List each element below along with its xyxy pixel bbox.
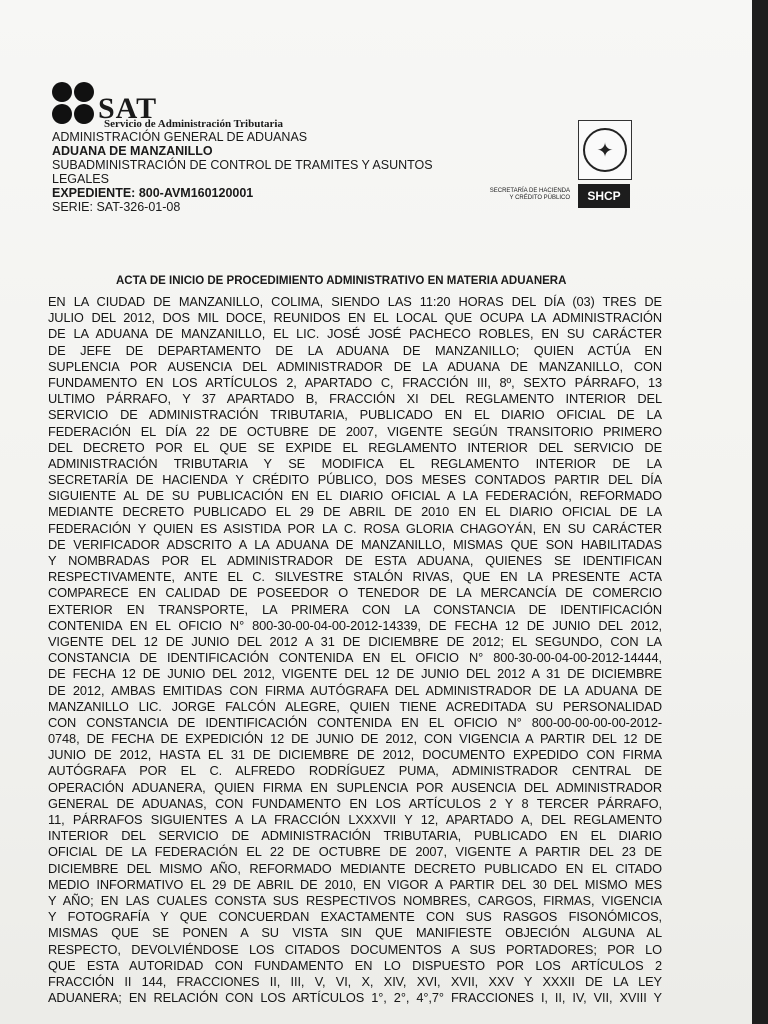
shcp-emblem	[470, 120, 640, 210]
body-line: ADMINISTRACIÓN TRIBUTARIA Y SE MODIFICA EL REGLAMENTO INTERIOR DE LA	[48, 455, 662, 471]
body-line: MEDIO INFORMATIVO EL 29 DE ABRIL DE 2010, EN VIGOR A PARTIR DEL 30 DEL MISMO MES	[48, 876, 662, 892]
body-line: MANZANILLO LIC. JORGE FALCÓN ALEGRE, QUIEN TIENE ACREDITADA SU PERSONALIDAD	[48, 698, 662, 714]
body-line: OPERACIÓN ADUANERA, QUIEN FIRMA EN SUPLENCIA POR AUSENCIA DEL ADMINISTRADOR	[48, 779, 662, 795]
body-line: FUNDAMENTO EN LOS ARTÍCULOS 2, APARTADO C, FRACCIÓN III, 8º, SEXTO PÁRRAFO, 13	[48, 374, 662, 390]
body-line: FRACCIÓN II 144, FRACCIONES II, III, V, VI, X, XIV, XVI, XVII, XXV Y XXXII DE LA LEY	[48, 973, 662, 989]
sat-dots-icon	[52, 82, 94, 124]
body-line: Y NOMBRADAS POR EL ADMINISTRADOR DE ESTA ADUANA, QUIENES SE IDENTIFICAN	[48, 553, 662, 568]
body-line: ADUANERA; EN RELACIÓN CON LOS ARTÍCULOS 1°, 2°, 4°,7° FRACCIONES I, II, IV, VII, XVIII Y	[48, 990, 662, 1006]
body-line: CON CONSTANCIA DE IDENTIFICACIÓN CONTENIDA EN EL OFICIO N° 800-00-00-00-00-2012-	[48, 714, 662, 730]
body-line: Y FOTOGRAFÍA Y QUE CONCUERDAN EXACTAMENTE CON SUS RASGOS FISONÓMICOS,	[48, 909, 662, 925]
letterhead	[52, 88, 452, 214]
mexico-seal-icon: ✦	[578, 120, 632, 180]
sat-wordmark: SAT	[98, 92, 158, 125]
body-line: RESPECTIVAMENTE, ANTE EL C. SILVESTRE STALÓN RIVAS, QUE EN LA PRESENTE ACTA	[48, 569, 662, 585]
body-line: Y AÑO; EN LAS CUALES CONSTA SUS RESPECTIVOS NOMBRES, CARGOS, FIRMAS, VIGENCIA	[48, 892, 662, 908]
expediente-value: 800-AVM160120001	[138, 186, 254, 200]
body-line: JUNIO DE 2012, HASTA EL 31 DE DICIEMBRE DE 2012, DOCUMENTO EXPEDIDO CON FIRMA	[48, 747, 662, 763]
document-body	[48, 294, 662, 1006]
document-title: ACTA DE INICIO DE PROCEDIMIENTO ADMINISTRATIVO EN MATERIA ADUANERA	[116, 275, 567, 287]
body-line: ULTIMO PÁRRAFO, Y 37 APARTADO B, FRACCIÓN XI DEL REGLAMENTO INTERIOR DEL	[48, 391, 662, 407]
body-line: FEDERACIÓN EL DÍA 22 DE OCTUBRE DE 2007, VIGENTE SEGÚN TRANSITORIO PRIMERO	[48, 423, 662, 439]
body-line: OFICIAL DE LA FEDERACIÓN EL 22 DE OCTUBRE DE 2007, VIGENTE A PARTIR DEL 23 DE	[48, 844, 662, 860]
body-line: QUE ESTA AUTORIDAD CON FUNDAMENTO EN LO DISPUESTO POR LOS ARTÍCULOS 2	[48, 957, 662, 973]
body-line: 0748, DE FECHA DE EXPEDICIÓN 12 DE JUNIO DE 2012, CON VIGENCIA A PARTIR DEL 12 DE	[48, 731, 662, 747]
body-line: FEDERACIÓN Y QUIEN ES ASISTIDA POR LA C. ROSA GLORIA CHAGOYÁN, EN SU CARÁCTER	[48, 520, 662, 536]
body-line: DICIEMBRE DEL MISMO AÑO, REFORMADO MEDIANTE DECRETO PUBLICADO EN EL CITADO	[48, 860, 662, 876]
body-line: JULIO DEL 2012, DOS MIL DOCE, REUNIDOS EN EL LOCAL QUE OCUPA LA ADMINISTRACIÓN	[48, 310, 662, 326]
body-line: SIGUIENTE AL DE SU PUBLICACIÓN EN EL DIARIO OFICIAL A LA FEDERACIÓN, REFORMADO	[48, 488, 662, 504]
secretaria-line-2: Y CRÉDITO PÚBLICO	[509, 195, 570, 201]
body-line: DE LA ADUANA DE MANZANILLO, EL LIC. JOSÉ JOSÉ PACHECO ROBLES, EN SU CARÁCTER	[48, 326, 662, 342]
body-line: DE JEFE DE DEPARTAMENTO DE LA ADUANA DE MANZANILLO; QUIEN ACTÚA EN	[48, 342, 662, 358]
shcp-badge: SHCP	[578, 184, 630, 208]
body-line: MEDIANTE DECRETO PUBLICADO EL 29 DE ABRIL DE 2010 EN EL DIARIO OFICIAL DE LA	[48, 504, 662, 520]
body-line: DE VERIFICADOR ADSCRITO A LA ADUANA DE MANZANILLO, MISMAS QUE SON HABILITADAS	[48, 536, 662, 552]
agency-line: ADMINISTRACIÓN GENERAL DE ADUANAS	[52, 130, 308, 144]
background-edge	[752, 0, 768, 1024]
subadmin-line: SUBADMINISTRACIÓN DE CONTROL DE TRAMITES Y ASUNTOS	[52, 158, 433, 172]
body-line: RESPECTO, DEVOLVIÉNDOSE LOS CITADOS DOCUMENTOS A SUS PORTADORES; POR LO	[48, 941, 662, 957]
body-line: DEL DECRETO POR EL QUE SE EXPIDE EL REGLAMENTO INTERIOR DEL SERVICIO DE	[48, 439, 662, 455]
body-line: DE FECHA 12 DE JUNIO DEL 2012, VIGENTE DEL 12 DE JUNIO DEL 2012 A 31 DE DICIEMBRE	[48, 666, 662, 682]
body-line: AUTÓGRAFA POR EL C. ALFREDO RODRÍGUEZ PUMA, ADMINISTRADOR CENTRAL DE	[48, 763, 662, 779]
body-line: DE 2012, AMBAS EMITIDAS CON FIRMA AUTÓGRAFA DEL ADMINISTRADOR DE LA ADUANA DE	[48, 682, 662, 698]
expediente-label: EXPEDIENTE:	[52, 186, 139, 200]
serie: SERIE: SAT-326-01-08	[52, 200, 181, 214]
body-line: SUPLENCIA POR AUSENCIA DEL ADMINISTRADOR DE LA ADUANA DE MANZANILLO, CON	[48, 358, 662, 374]
body-line: 11, PÁRRAFOS SIGUIENTES A LA FRACCIÓN LXXXVII Y 12, APARTADO A, DEL REGLAMENTO	[48, 812, 662, 827]
sat-subtitle: Servicio de Administración Tributaria	[104, 118, 283, 130]
body-line: MISMAS QUE SE PONEN A SU VISTA SIN QUE MANIFIESTE OBJECIÓN ALGUNA AL	[48, 925, 662, 941]
aduana-line: ADUANA DE MANZANILLO	[52, 144, 213, 158]
body-line: EN LA CIUDAD DE MANZANILLO, COLIMA, SIENDO LAS 11:20 HORAS DEL DÍA (03) TRES DE	[48, 294, 662, 309]
secretaria-label	[470, 188, 570, 202]
body-line: EXTERIOR EN TRANSPORTE, LA PRIMERA CON LA CONSTANCIA DE IDENTIFICACIÓN	[48, 601, 662, 617]
expediente	[52, 186, 452, 200]
secretaria-line-1: SECRETARÍA DE HACIENDA	[489, 188, 570, 194]
body-line: GENERAL DE ADUANAS, CON FUNDAMENTO EN LOS ARTÍCULOS 2 Y 8 TERCER PÁRRAFO,	[48, 795, 662, 811]
body-line: CONSTANCIA DE IDENTIFICACIÓN CONTENIDA EN EL OFICIO N° 800-30-00-04-00-2012-14444,	[48, 650, 662, 666]
body-line: SERVICIO DE ADMINISTRACIÓN TRIBUTARIA, PUBLICADO EN EL DIARIO OFICIAL DE LA	[48, 407, 662, 423]
body-line: INTERIOR DEL SERVICIO DE ADMINISTRACIÓN TRIBUTARIA, PUBLICADO EN EL DIARIO	[48, 828, 662, 844]
body-line: SECRETARÍA DE HACIENDA Y CRÉDITO PÚBLICO, DOS MESES CONTADOS PARTIR DEL DÍA	[48, 472, 662, 488]
body-line: CONTENIDA EN EL OFICIO N° 800-30-00-04-00-2012-14339, DE FECHA 12 DE JUNIO DEL 2012,	[48, 617, 662, 633]
subadmin-line-2: LEGALES	[52, 172, 109, 186]
body-line: VIGENTE DEL 12 DE JUNIO DEL 2012 A 31 DE DICIEMBRE DE 2012; EL SEGUNDO, CON LA	[48, 633, 662, 649]
body-line: COMPARECE EN CALIDAD DE POSEEDOR O TENEDOR DE LA MERCANCÍA DE COMERCIO	[48, 585, 662, 601]
